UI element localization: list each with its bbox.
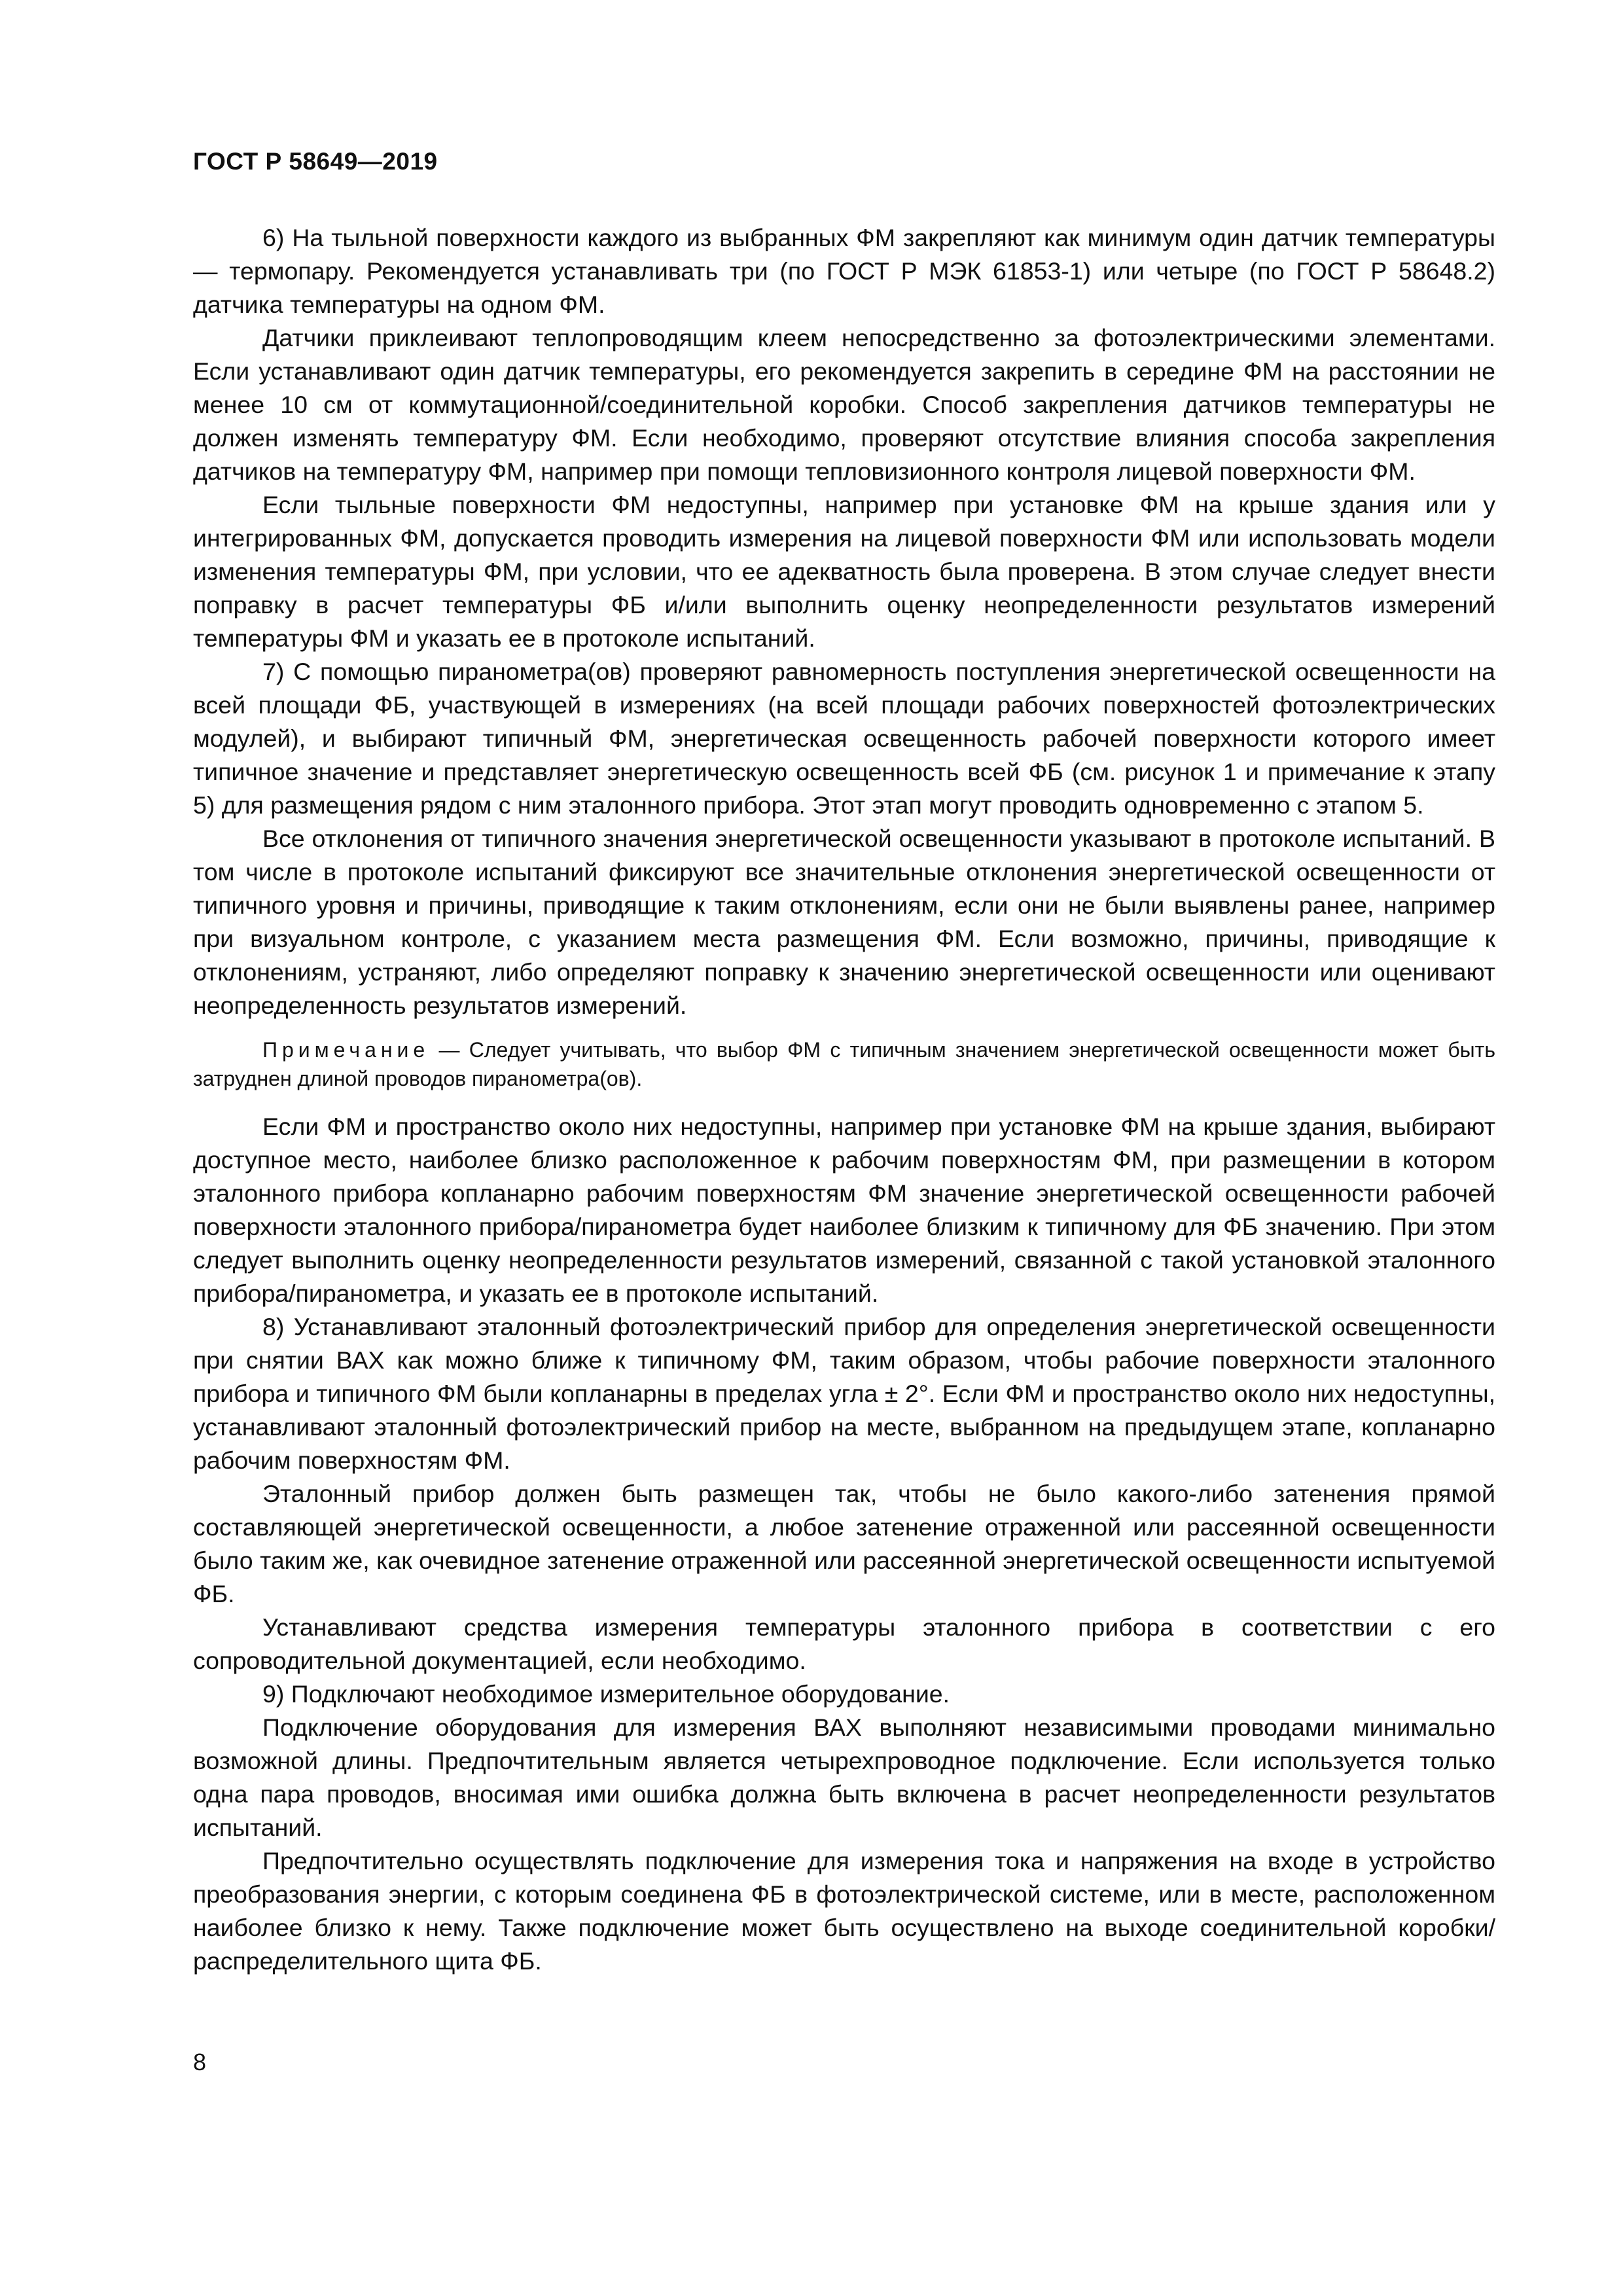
paragraph-rear-inaccessible: Если тыльные поверхности ФМ недоступны, например при установке ФМ на крыше здания или у интегрированных ФМ, допускается проводить измерения на лицевой поверхности ФМ или использовать модели изменения температуры ФМ, при условии, что ее адекватность была проверена. В этом случае следует внести поправку в расчет температуры ФБ и/или выполнить оценку неопределенности результатов измерений температуры ФМ и указать ее в протоколе испытаний. bbox=[193, 491, 1495, 652]
standard-header: ГОСТ Р 58649—2019 bbox=[193, 148, 438, 175]
paragraph-temperature-means: Устанавливают средства измерения температуры эталонного прибора в соответствии с его сопроводительной документацией, если необходимо. bbox=[193, 1613, 1495, 1674]
paragraph-inaccessible-space: Если ФМ и пространство около них недоступны, например при установке ФМ на крыше здания, выбирают доступное место, наиболее близко расположенное к рабочим поверхностям ФМ, при размещении в котором эталонного прибора копланарно рабочим поверхностям ФМ значение энергетической освещенности рабочей поверхности эталонного прибора/пиранометра будет наиболее близким к типичному для ФБ значению. При этом следует выполнить оценку неопределенности результатов измерений, связанной с такой установкой эталонного прибора/пиранометра, и указать ее в протоколе испытаний. bbox=[193, 1113, 1495, 1307]
paragraph-step-7: 7) С помощью пиранометра(ов) проверяют равномерность поступления энергетической освещенности на всей площади ФБ, участвующей в измерениях (на всей площади рабочих поверхностей фотоэлектрических модулей), и выбирают типичный ФМ, энергетическая освещенность рабочей поверхности которого имеет типичное значение и представляет энергетическую освещенность всей ФБ (см. рисунок 1 и примечание к этапу 5) для размещения рядом с ним эталонного прибора. Этот этап могут проводить одновременно с этапом 5. bbox=[193, 658, 1495, 819]
note-label: Примечание bbox=[262, 1038, 430, 1062]
note bbox=[193, 1035, 1495, 1093]
paragraph-wiring: Подключение оборудования для измерения ВАХ выполняют независимыми проводами минимально возможной длины. Предпочтительным является четырехпроводное подключение. Если используется только одна пара проводов, вносимая ими ошибка должна быть включена в расчет неопределенности результатов испытаний. bbox=[193, 1713, 1495, 1841]
paragraph-step-6: 6) На тыльной поверхности каждого из выбранных ФМ закрепляют как минимум один датчик температуры — термопару. Рекомендуется устанавливать три (по ГОСТ Р МЭК 61853-1) или четыре (по ГОСТ Р 58648.2) датчика температуры на одном ФМ. bbox=[193, 224, 1495, 318]
paragraph-deviations: Все отклонения от типичного значения энергетической освещенности указывают в протоколе испытаний. В том числе в протоколе испытаний фиксируют все значительные отклонения энергетической освещенности от типичного уровня и причины, приводящие к таким отклонениям, если они не были выявлены ранее, например при визуальном контроле, с указанием места размещения ФМ. Если возможно, причины, приводящие к отклонениям, устраняют, либо определяют поправку к значению энергетической освещенности или оценивают неопределенность результатов измерений. bbox=[193, 825, 1495, 1019]
page-number: 8 bbox=[193, 2049, 207, 2075]
document-body bbox=[193, 221, 1495, 1978]
paragraph-reference-shading: Эталонный прибор должен быть размещен так, чтобы не было какого-либо затенения прямой составляющей энергетической освещенности, а любое затенение отраженной или рассеянной освещенности было таким же, как очевидное затенение отраженной или рассеянной энергетической освещенности испытуемой ФБ. bbox=[193, 1480, 1495, 1607]
paragraph-connection-point: Предпочтительно осуществлять подключение для измерения тока и напряжения на входе в устройство преобразования энергии, с которым соединена ФБ в фотоэлектрической системе, или в месте, расположенном наиболее близко к нему. Также подключение может быть осуществлено на выходе соединительной коробки/распределительного щита ФБ. bbox=[193, 1847, 1495, 1975]
paragraph-sensor-mounting: Датчики приклеивают теплопроводящим клеем непосредственно за фотоэлектрическими элементами. Если устанавливают один датчик температуры, его рекомендуется закрепить в середине ФМ на расстоянии не менее 10 см от коммутационной/соединительной коробки. Способ закрепления датчиков температуры не должен изменять температуру ФМ. Если необходимо, проверяют отсутствие влияния способа закрепления датчиков на температуру ФМ, например при помощи тепловизионного контроля лицевой поверхности ФМ. bbox=[193, 324, 1495, 485]
note-text: — Следует учитывать, что выбор ФМ с типичным значением энергетической освещенности может быть затруднен длиной проводов пиранометра(ов). bbox=[193, 1038, 1495, 1090]
paragraph-step-9: 9) Подключают необходимое измерительное оборудование. bbox=[262, 1680, 950, 1708]
paragraph-step-8: 8) Устанавливают эталонный фотоэлектрический прибор для определения энергетической освещенности при снятии ВАХ как можно ближе к типичному ФМ, таким образом, чтобы рабочие поверхности эталонного прибора и типичного ФМ были копланарны в пределах угла ± 2°. Если ФМ и пространство около них недоступны, устанавливают эталонный фотоэлектрический прибор на месте, выбранном на предыдущем этапе, копланарно рабочим поверхностям ФМ. bbox=[193, 1313, 1495, 1474]
